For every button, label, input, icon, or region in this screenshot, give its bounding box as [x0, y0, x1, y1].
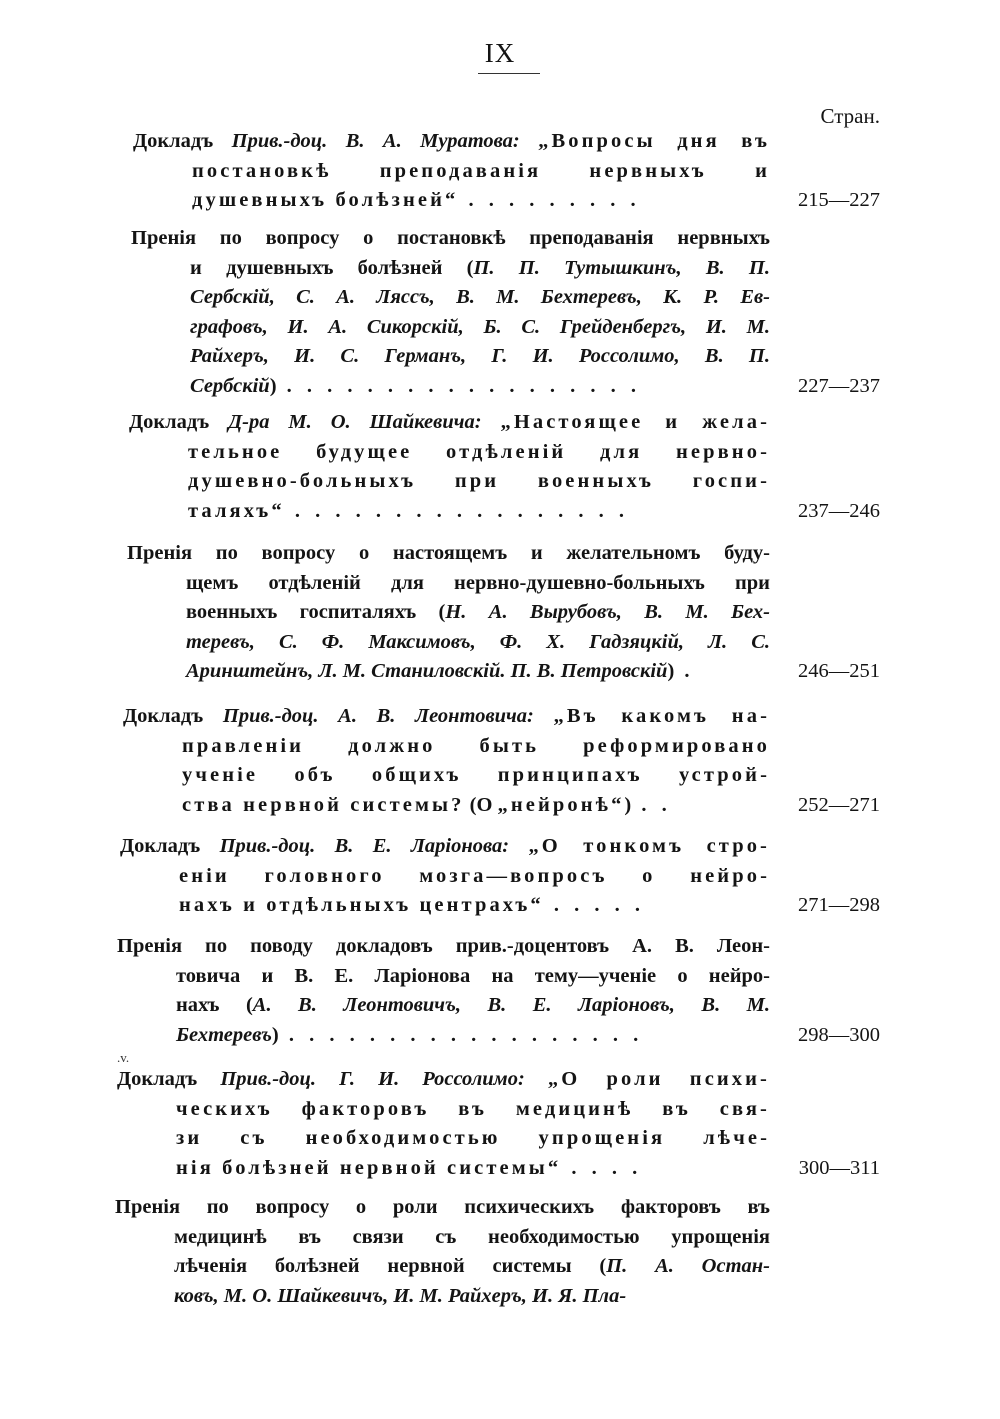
entry-line [131, 342, 770, 372]
page-range: 252—271 [798, 793, 880, 816]
report-title: таляхъ“ [188, 499, 285, 522]
entry-text [117, 1065, 770, 1183]
entry-line [131, 313, 770, 343]
page-number: IX [484, 38, 516, 68]
entry-text-segment: Докладъ [117, 1068, 221, 1090]
entry-line [133, 157, 770, 187]
dot-leader: . . . . . . . . . . . . . . . . . [284, 499, 629, 522]
entry-line [117, 1095, 770, 1125]
entry-text-segment: Пренія по вопросу о настоящемъ и желательномъ буду- [127, 542, 770, 564]
report-title: „Вопросы дня въ [538, 130, 770, 152]
entry-line [120, 891, 770, 921]
entry-text [123, 702, 770, 820]
entry-line [117, 1124, 770, 1154]
dot-leader: . . . . . . . . . . . . . . . . . . [276, 374, 642, 397]
author-names: Н. А. Вырубовъ, В. М. Бех- [445, 601, 770, 624]
report-title: ства нервной системы? [182, 793, 465, 816]
entry-text-segment: Пренія по вопросу о постановкѣ преподаванія нервныхъ [131, 227, 770, 249]
entry-line [131, 372, 770, 402]
report-title: постановкѣ преподаванія нервныхъ и [192, 159, 770, 182]
entry-text-segment: ) [271, 1023, 279, 1046]
entry-line [117, 932, 770, 962]
report-title: душевно-больныхъ при военныхъ госпи- [188, 470, 770, 493]
entry-text-segment [534, 705, 554, 727]
dot-leader: . . . . . [543, 894, 646, 917]
toc-entry [127, 539, 880, 687]
report-title: „Настоящее и жела- [500, 411, 770, 433]
entry-line [117, 991, 770, 1021]
author-names: Прив.-доц. А. В. Леонтовича: [222, 705, 534, 727]
page-number-underline [478, 73, 540, 74]
entry-text-segment: щемъ отдѣленій для нервно-душевно-больныхъ при [186, 571, 770, 594]
entry-line [123, 761, 770, 791]
dot-leader: . . . . [561, 1156, 643, 1179]
entry-line [131, 283, 770, 313]
entry-line [127, 628, 770, 658]
entry-text [120, 832, 770, 921]
entry-text-segment: Докладъ [123, 705, 223, 727]
author-names: графовъ, И. А. Сикорскій, Б. С. Грейденбергъ, И. М. [190, 315, 770, 338]
toc-entry [123, 702, 880, 820]
entry-line [115, 1252, 770, 1282]
entry-text [133, 127, 770, 216]
report-title: „О тонкомъ стро- [528, 835, 770, 857]
entry-line [127, 569, 770, 599]
author-names: Д-ра М. О. Шайкевича: [228, 411, 482, 433]
entry-line [133, 186, 770, 216]
report-title: правленіи должно быть реформировано [182, 734, 770, 757]
entry-line [115, 1223, 770, 1253]
entry-text-segment [509, 835, 528, 857]
entry-line [131, 254, 770, 284]
author-names: Аринштейнъ, Л. М. Станиловскій. П. В. Петровскій [186, 660, 668, 683]
author-names: Сербскій, С. А. Ляссъ, В. М. Бехтеревъ, К. Р. Ев- [190, 286, 770, 309]
entry-text-segment: Докладъ [133, 130, 232, 152]
dot-leader: . . . . . . . . . . . . . . . . . . [278, 1023, 644, 1046]
entry-line [115, 1282, 770, 1312]
pages-column-header: Стран. [820, 104, 880, 128]
toc-entry [120, 832, 880, 921]
entry-line [123, 702, 770, 732]
entry-text-segment [525, 1068, 548, 1090]
report-title: зи съ необходимостью упрощенія лѣче- [176, 1127, 770, 1150]
entry-text [127, 539, 770, 687]
page-range: 271—298 [798, 894, 880, 917]
toc-entry [117, 932, 880, 1050]
toc-entry [131, 224, 880, 402]
entry-line [129, 467, 770, 497]
entry-text-segment: военныхъ госпиталяхъ ( [186, 601, 446, 624]
page-range: 215—227 [798, 189, 880, 212]
entry-text-segment: и душевныхъ болѣзней ( [190, 256, 474, 279]
entry-text-segment: ) [624, 793, 632, 816]
entry-line [129, 438, 770, 468]
entry-text-segment [482, 411, 501, 433]
author-names: Прив.-доц. В. Е. Ларіонова: [219, 835, 510, 857]
entry-text [115, 1193, 770, 1311]
entry-line [123, 791, 770, 821]
report-title: нія болѣзней нервной системы“ [176, 1156, 562, 1179]
entry-text-segment: медицинѣ въ связи съ необходимостью упрощенія [174, 1225, 770, 1248]
entry-line [129, 497, 770, 527]
entry-text [117, 932, 770, 1050]
entry-line [120, 832, 770, 862]
entry-text-segment: ) [667, 660, 675, 683]
entry-text-segment: Докладъ [120, 835, 220, 857]
report-title: ческихъ факторовъ въ медицинѣ въ свя- [176, 1097, 770, 1120]
entry-line [115, 1193, 770, 1223]
author-names: Райхеръ, И. С. Германъ, Г. И. Россолимо, В. П. [190, 345, 770, 368]
entry-text-segment: Пренія по вопросу о роли психическихъ факторовъ въ [115, 1196, 770, 1218]
dot-leader: . . . . . . . . . [458, 189, 641, 212]
entry-line [117, 1021, 770, 1051]
report-title: „нейронѣ“ [497, 793, 625, 816]
author-names: ковъ, М. О. Шайкевичъ, И. М. Райхеръ, И. Я. Пла- [174, 1284, 627, 1307]
entry-line [131, 224, 770, 254]
entry-line [129, 408, 770, 438]
toc-entry [117, 1065, 880, 1183]
entry-line [127, 539, 770, 569]
entry-line [117, 962, 770, 992]
author-names: Сербскій [190, 374, 270, 397]
toc-entry [133, 127, 880, 216]
entry-line [123, 732, 770, 762]
author-names: А. В. Леонтовичъ, В. Е. Ларіоновъ, В. М. [252, 994, 770, 1017]
entry-line [127, 598, 770, 628]
report-title: нахъ и отдѣльныхъ центрахъ“ [179, 894, 544, 917]
entry-text-segment: нахъ ( [176, 994, 253, 1017]
page-range: 300—311 [798, 1156, 880, 1179]
page-range: 246—251 [798, 660, 880, 683]
author-names: Прив.-доц. В. А. Муратова: [231, 130, 520, 152]
entry-line [117, 1065, 770, 1095]
report-title: ученіе объ общихъ принципахъ устрой- [182, 764, 770, 787]
report-title: еніи головного мозга—вопросъ о нейро- [179, 864, 770, 887]
entry-text-segment: лѣченія болѣзней нервной системы ( [174, 1255, 607, 1278]
author-names: теревъ, С. Ф. Максимовъ, Ф. Х. Гадзяцкій, Л. С. [186, 630, 770, 653]
entry-text-segment: товича и В. Е. Ларіонова на тему—ученіе о нейро- [176, 964, 770, 987]
page-range: 298—300 [798, 1023, 880, 1046]
entry-line [133, 127, 770, 157]
entry-text [129, 408, 770, 526]
toc-entry [115, 1193, 880, 1311]
entry-text-segment: ) [269, 374, 277, 397]
entry-line [117, 1154, 770, 1184]
entry-text-segment: Пренія по поводу докладовъ прив.-доцентовъ А. В. Леон- [117, 935, 770, 957]
report-title: тельное будущее отдѣленій для нервно- [188, 440, 770, 463]
report-title: „О роли психи- [547, 1068, 770, 1090]
entry-text-segment: Докладъ [129, 411, 229, 433]
entry-line [120, 862, 770, 892]
page-range: 227—237 [798, 374, 880, 397]
report-title: душевныхъ болѣзней“ [192, 189, 459, 212]
entry-text-segment [520, 130, 538, 152]
author-names: П. П. Тутышкинъ, В. П. [473, 256, 770, 279]
author-names: Бехтеревъ [176, 1023, 272, 1046]
page-range: 237—246 [798, 499, 880, 522]
author-names: П. А. Остан- [606, 1255, 770, 1278]
dot-leader: . . [631, 793, 672, 816]
report-title: „Въ какомъ на- [553, 705, 770, 727]
toc-entry [129, 408, 880, 526]
entry-text-segment: (О [464, 793, 498, 816]
dot-leader: . [674, 660, 695, 683]
author-names: Прив.-доц. Г. И. Россолимо: [220, 1068, 525, 1090]
entry-line [127, 657, 770, 687]
stray-mark: .v. [117, 1050, 130, 1065]
entry-text [131, 224, 770, 402]
